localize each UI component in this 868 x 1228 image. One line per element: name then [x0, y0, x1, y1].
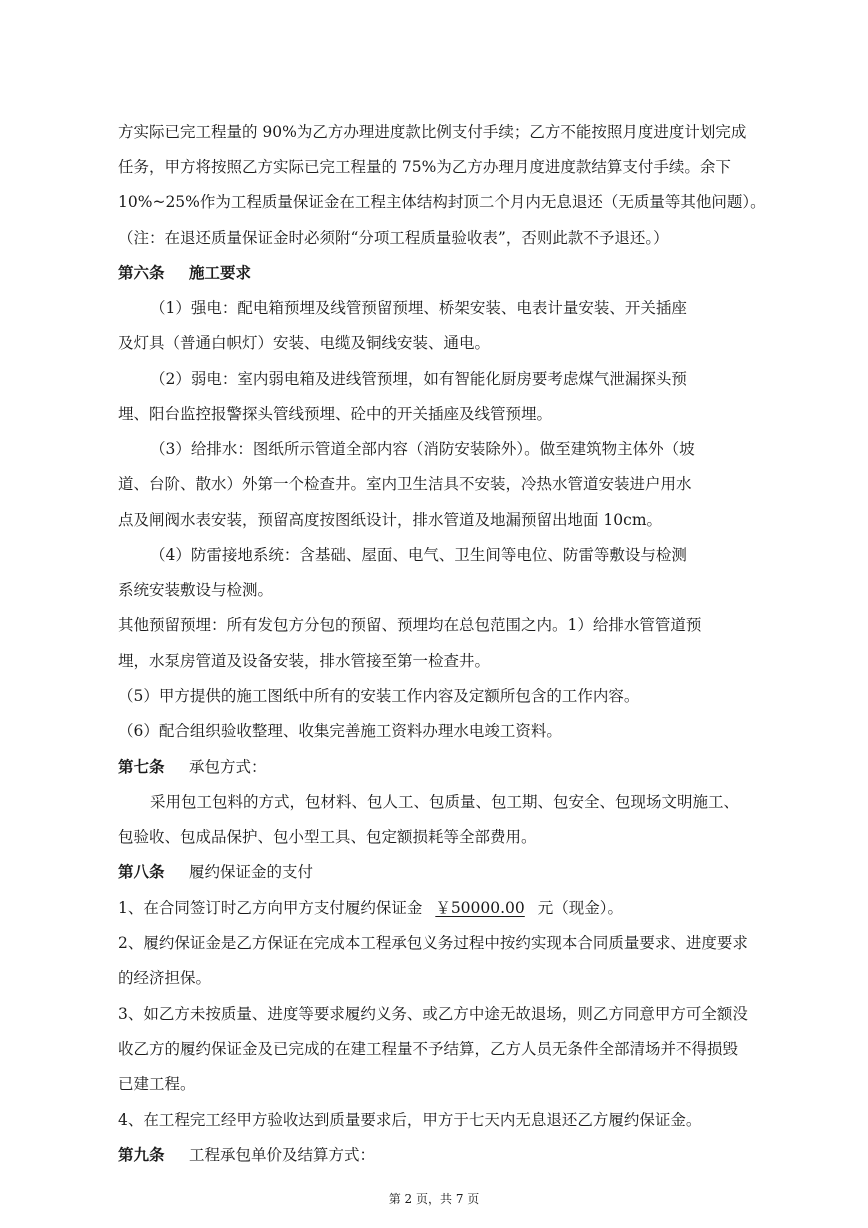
paragraph-line: 及灯具（普通白帜灯）安装、电缆及铜线安装、通电。 [118, 334, 491, 352]
paragraph-line: 方实际已完工程量的 90%为乙方办理进度款比例支付手续；乙方不能按照月度进度计划完成 [118, 123, 747, 141]
section-title: 承包方式： [189, 758, 267, 776]
section-title: 工程承包单价及结算方式： [189, 1146, 376, 1164]
section-number: 第九条 [118, 1145, 165, 1164]
paragraph-line: 埋、阳台监控报警探头管线预埋、砼中的开关插座及线管预埋。 [118, 405, 553, 423]
deposit-text-pre: 1、在合同签订时乙方向甲方支付履约保证金 [118, 899, 423, 917]
paragraph-line: （5）甲方提供的施工图纸中所有的安装工作内容及定额所包含的工作内容。 [118, 687, 640, 705]
paragraph-line: 点及闸阀水表安装，预留高度按图纸设计，排水管道及地漏预留出地面 10cm。 [118, 511, 663, 529]
paragraph-line: （6）配合组织验收整理、收集完善施工资料办理水电竣工资料。 [118, 722, 562, 740]
paragraph-line: 已建工程。 [118, 1075, 196, 1093]
paragraph-line: 采用包工包料的方式，包材料、包人工、包质量、包工期、包安全、包现场文明施工、 [150, 793, 740, 811]
paragraph-line: 收乙方的履约保证金及已完成的在建工程量不予结算，乙方人员无条件全部清场并不得损毁 [118, 1040, 739, 1058]
page-footer: 第 2 页，共 7 页 [388, 1192, 480, 1206]
paragraph-line [118, 898, 623, 918]
paragraph-line: 10%~25%作为工程质量保证金在工程主体结构封顶二个月内无息退还（无质量等其他问题）。 [118, 193, 766, 211]
section-number: 第八条 [118, 862, 165, 881]
paragraph-line: 系统安装敷设与检测。 [118, 581, 274, 599]
paragraph-line: 2、履约保证金是乙方保证在完成本工程承包义务过程中按约实现本合同质量要求、进度要求 [118, 934, 748, 952]
section-number: 第六条 [118, 263, 165, 282]
paragraph-line: （注：在退还质量保证金时必须附“分项工程质量验收表”，否则此款不予退还。） [118, 229, 669, 247]
paragraph-line: （3）给排水：图纸所示管道全部内容（消防安装除外）。做至建筑物主体外（坡 [150, 440, 695, 458]
paragraph-line: 其他预留预埋：所有发包方分包的预留、预埋均在总包范围之内。1）给排水管管道预 [118, 616, 702, 634]
paragraph-line: 3、如乙方未按质量、进度等要求履约义务、或乙方中途无故退场，则乙方同意甲方可全额没 [118, 1005, 748, 1023]
paragraph-line: 埋，水泵房管道及设备安装，排水管接至第一检查井。 [118, 652, 491, 670]
paragraph-line: 道、台阶、散水）外第一个检查井。室内卫生洁具不安装，冷热水管道安装进户用水 [118, 475, 692, 493]
paragraph-line: 的经济担保。 [118, 969, 212, 987]
section-number: 第七条 [118, 757, 165, 776]
paragraph-line: （4）防雷接地系统：含基础、屋面、电气、卫生间等电位、防雷等敷设与检测 [150, 546, 687, 564]
deposit-text-post: 元（现金）。 [537, 899, 623, 917]
deposit-amount: ￥50000.00 [435, 899, 525, 917]
paragraph-line: （2）弱电：室内弱电箱及进线管预埋，如有智能化厨房要考虑煤气泄漏探头预 [150, 370, 687, 388]
section-title: 施工要求 [189, 263, 252, 282]
section-title: 履约保证金的支付 [189, 863, 314, 881]
paragraph-line: 4、在工程完工经甲方验收达到质量要求后，甲方于七天内无息退还乙方履约保证金。 [118, 1111, 702, 1129]
paragraph-line: （1）强电：配电箱预埋及线管预留预埋、桥架安装、电表计量安装、开关插座 [150, 299, 687, 317]
paragraph-line: 任务，甲方将按照乙方实际已完工程量的 75%为乙方办理月度进度款结算支付手续。余下 [118, 158, 731, 176]
paragraph-line: 包验收、包成品保护、包小型工具、包定额损耗等全部费用。 [118, 828, 537, 846]
